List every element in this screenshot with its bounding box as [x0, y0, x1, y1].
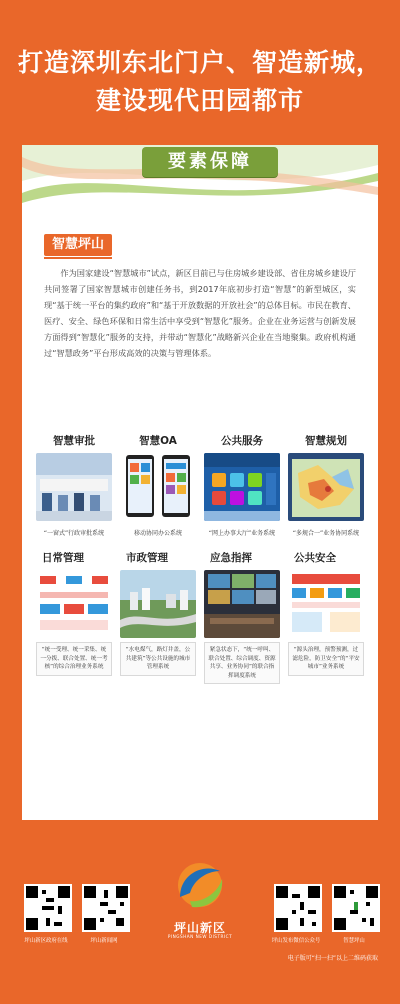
headline-line-2: 建设现代田园都市	[95, 86, 304, 115]
qr-code-2-label: 坪山新闻网	[90, 938, 118, 944]
card-emergency-command	[204, 550, 280, 684]
card-public-service	[204, 433, 280, 539]
section-tag: 智慧坪山	[44, 234, 112, 256]
qr-code-4-label: 智慧坪山	[343, 938, 365, 944]
logo-english-name: PINGSHAN NEW DISTRICT	[167, 934, 233, 939]
card-title: 应急指挥	[210, 552, 252, 564]
card-description: “水电煤气，路灯井盖，公共建筑”等公共设施的城市管理系统	[120, 642, 196, 676]
card-description: “统一受理、统一采集、统一分拨、联合处置、统一考核”的综合治理业务系统	[36, 642, 112, 676]
card-smart-oa	[120, 433, 196, 539]
card-caption: “网上办事大厅”业务系统	[208, 530, 276, 537]
command-center-photo	[204, 570, 280, 638]
logo-name: 坪山新区	[173, 921, 226, 935]
planning-map-screenshot	[288, 453, 364, 521]
card-title: 公共安全	[294, 552, 336, 564]
card-caption: “一窗式”行政审批系统	[43, 530, 105, 537]
management-flow-diagram	[36, 570, 112, 638]
qr-code-2	[82, 884, 130, 932]
card-daily-management	[36, 550, 112, 676]
mobile-app-screenshot	[120, 453, 196, 521]
card-municipal-management	[120, 550, 196, 676]
qr-code-3-label: 坪山发布微信公众号	[271, 938, 321, 944]
card-caption: “多规合一”业务协同系统	[292, 530, 360, 537]
qr-code-3	[274, 884, 322, 932]
card-description: 紧急状态下，“统一呼叫、联合处置、综合调度、资源共享、业务协同”的联合指挥调度系统	[204, 642, 280, 684]
card-title: 智慧OA	[139, 435, 177, 447]
pingshan-logo	[168, 853, 232, 917]
footer-note: 电子版可“扫一扫”以上二维码获取	[287, 955, 378, 962]
card-caption: 移动协同办公系统	[133, 530, 182, 537]
headline	[0, 44, 400, 120]
intro-paragraph: 作为国家建设“智慧城市”试点，新区目前已与住房城乡建设部、省住房城乡建设厅共同签署了国家智慧城市创建任务书，到2017年底初步打造“智慧”的新型城区，实现“基于统一平台的集约政府”和“基于开放数据的开放社会”的总体目标。市民在教育、医疗、安全、绿色环保和日常生活中享受到“智慧化”服务。企业在业务运营与创新发展方面得到“智慧化”服务的支持，并带动“智慧化”战略新兴企业在当地聚集。政府机构通过“智慧政务”平台形成高效的决策与管理体系。	[44, 268, 356, 358]
card-public-safety	[288, 550, 364, 676]
banner-title: 要素保障	[142, 147, 278, 177]
service-portal-screenshot	[204, 453, 280, 521]
headline-line-1: 打造深圳东北门户、智造新城，	[17, 48, 382, 77]
content-panel	[22, 145, 378, 820]
qr-code-1	[24, 884, 72, 932]
card-title: 公共服务	[221, 435, 263, 447]
card-title: 智慧规划	[305, 435, 347, 447]
card-smart-approval	[36, 433, 112, 539]
city-aerial-photo	[120, 570, 196, 638]
card-title: 智慧审批	[53, 435, 95, 447]
qr-code-4	[332, 884, 380, 932]
card-title: 日常管理	[42, 552, 84, 564]
approval-hall-photo	[36, 453, 112, 521]
card-description: “源头治理，预警预测，过滤危险，防卫安全”的“平安城市”业务系统	[288, 642, 364, 676]
card-title: 市政管理	[126, 552, 168, 564]
card-smart-planning	[288, 433, 364, 539]
safety-system-diagram	[288, 570, 364, 638]
qr-code-1-label: 坪山新区政府在线	[24, 938, 68, 944]
